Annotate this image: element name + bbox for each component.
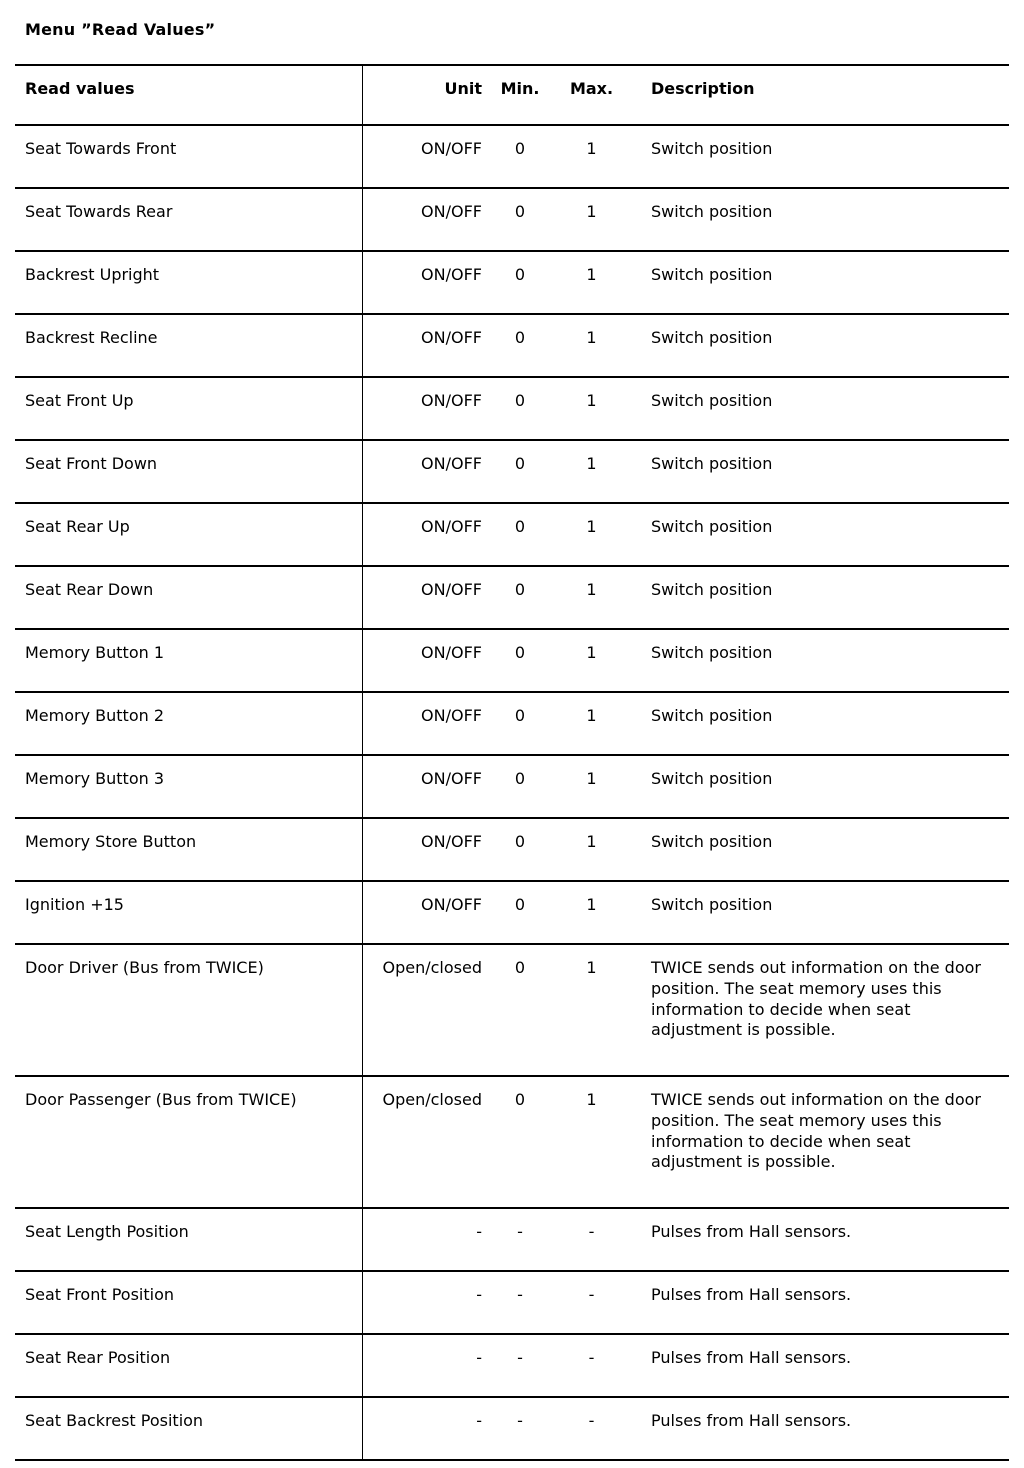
table-header xyxy=(15,65,1009,125)
row-name-cell: Seat Towards Front xyxy=(15,125,362,188)
row-unit-cell: ON/OFF xyxy=(421,202,482,221)
table-row xyxy=(15,188,1009,251)
row-min-cell: 0 xyxy=(514,643,526,662)
table-row xyxy=(15,629,1009,692)
row-unit-cell: ON/OFF xyxy=(421,832,482,851)
row-min-cell: 0 xyxy=(514,139,526,158)
row-min-cell: 0 xyxy=(514,832,526,851)
row-description-cell: TWICE sends out information on the door position. The seat memory uses this information to decide when seat adjustment is possible. xyxy=(651,958,981,1040)
row-max-cell: 1 xyxy=(586,139,597,158)
row-min-cell: 0 xyxy=(514,454,526,473)
row-min-cell: 0 xyxy=(514,202,526,221)
table-row xyxy=(15,881,1009,944)
row-name-cell: Memory Store Button xyxy=(15,818,362,881)
row-unit-cell: - xyxy=(476,1222,482,1241)
table-row xyxy=(15,125,1009,188)
row-unit-cell: ON/OFF xyxy=(421,265,482,284)
page-title: Menu ”Read Values” xyxy=(25,20,216,39)
row-name-cell: Seat Rear Up xyxy=(15,503,362,566)
row-name-cell: Seat Front Down xyxy=(15,440,362,503)
row-unit-cell: - xyxy=(476,1285,482,1304)
row-description-cell: Switch position xyxy=(651,328,773,347)
row-max-cell: 1 xyxy=(586,265,597,284)
header-row xyxy=(15,65,1009,125)
row-description-cell: Switch position xyxy=(651,769,773,788)
row-unit-cell: - xyxy=(476,1348,482,1367)
row-description-cell: Switch position xyxy=(651,139,773,158)
row-description-cell: Switch position xyxy=(651,202,773,221)
table-row xyxy=(15,251,1009,314)
row-unit-cell: ON/OFF xyxy=(421,454,482,473)
row-unit-cell: ON/OFF xyxy=(421,769,482,788)
header-max: Max. xyxy=(569,79,614,98)
row-max-cell: 1 xyxy=(586,706,597,725)
row-max-cell: - xyxy=(588,1348,595,1367)
row-name-cell: Backrest Upright xyxy=(15,251,362,314)
row-description-cell: Switch position xyxy=(651,580,773,599)
table-row xyxy=(15,440,1009,503)
row-name-cell: Ignition +15 xyxy=(15,881,362,944)
table-row xyxy=(15,314,1009,377)
table-row xyxy=(15,1271,1009,1334)
row-max-cell: 1 xyxy=(586,454,597,473)
row-max-cell: 1 xyxy=(586,832,597,851)
row-min-cell: 0 xyxy=(514,958,526,977)
row-name-cell: Memory Button 2 xyxy=(15,692,362,755)
table-row xyxy=(15,1076,1009,1208)
row-min-cell: - xyxy=(517,1285,523,1304)
row-min-cell: 0 xyxy=(514,328,526,347)
row-name-cell: Seat Rear Position xyxy=(15,1334,362,1397)
row-unit-cell: ON/OFF xyxy=(421,895,482,914)
row-unit-cell: - xyxy=(476,1411,482,1430)
row-name-cell: Seat Rear Down xyxy=(15,566,362,629)
row-description-cell: Switch position xyxy=(651,265,773,284)
row-max-cell: 1 xyxy=(586,769,597,788)
row-name-cell: Seat Length Position xyxy=(15,1208,362,1271)
row-max-cell: 1 xyxy=(586,202,597,221)
row-min-cell: 0 xyxy=(514,517,526,536)
row-unit-cell: ON/OFF xyxy=(421,328,482,347)
row-description-cell: Pulses from Hall sensors. xyxy=(651,1411,852,1430)
table-row xyxy=(15,1397,1009,1460)
row-max-cell: 1 xyxy=(586,1090,597,1109)
row-name-cell: Door Driver (Bus from TWICE) xyxy=(15,944,362,1076)
row-unit-cell: ON/OFF xyxy=(421,580,482,599)
row-max-cell: 1 xyxy=(586,895,597,914)
row-unit-cell: ON/OFF xyxy=(421,391,482,410)
row-unit-cell: ON/OFF xyxy=(421,643,482,662)
header-unit: Unit xyxy=(444,79,482,98)
row-min-cell: - xyxy=(517,1411,523,1430)
row-description-cell: Switch position xyxy=(651,517,773,536)
row-unit-cell: Open/closed xyxy=(382,1090,482,1109)
row-min-cell: - xyxy=(517,1222,523,1241)
row-max-cell: 1 xyxy=(586,391,597,410)
row-name-cell: Seat Front Up xyxy=(15,377,362,440)
row-unit-cell: ON/OFF xyxy=(421,517,482,536)
row-min-cell: 0 xyxy=(514,769,526,788)
row-max-cell: - xyxy=(588,1222,595,1241)
row-max-cell: 1 xyxy=(586,643,597,662)
row-max-cell: - xyxy=(588,1285,595,1304)
row-name-cell: Memory Button 3 xyxy=(15,755,362,818)
row-description-cell: Switch position xyxy=(651,643,773,662)
row-max-cell: 1 xyxy=(586,517,597,536)
row-min-cell: 0 xyxy=(514,1090,526,1109)
table-body xyxy=(15,125,1009,1460)
row-name-cell: Backrest Recline xyxy=(15,314,362,377)
row-description-cell: Switch position xyxy=(651,832,773,851)
row-description-cell: Pulses from Hall sensors. xyxy=(651,1222,852,1241)
table-row xyxy=(15,944,1009,1076)
row-description-cell: Switch position xyxy=(651,454,773,473)
row-unit-cell: ON/OFF xyxy=(421,706,482,725)
row-description-cell: Pulses from Hall sensors. xyxy=(651,1348,852,1367)
row-name-cell: Seat Towards Rear xyxy=(15,188,362,251)
row-description-cell: Switch position xyxy=(651,391,773,410)
row-min-cell: 0 xyxy=(514,265,526,284)
header-min: Min. xyxy=(500,79,540,98)
row-min-cell: - xyxy=(517,1348,523,1367)
table-row xyxy=(15,566,1009,629)
row-name-cell: Door Passenger (Bus from TWICE) xyxy=(15,1076,362,1208)
header-read-values: Read values xyxy=(15,65,362,125)
row-max-cell: 1 xyxy=(586,328,597,347)
row-unit-cell: ON/OFF xyxy=(421,139,482,158)
table-row xyxy=(15,1208,1009,1271)
table-row xyxy=(15,692,1009,755)
row-unit-cell: Open/closed xyxy=(382,958,482,977)
row-min-cell: 0 xyxy=(514,895,526,914)
row-name-cell: Seat Backrest Position xyxy=(15,1397,362,1460)
row-name-cell: Seat Front Position xyxy=(15,1271,362,1334)
row-min-cell: 0 xyxy=(514,391,526,410)
read-values-table xyxy=(15,64,1009,1461)
row-max-cell: 1 xyxy=(586,958,597,977)
table-row xyxy=(15,503,1009,566)
row-name-cell: Memory Button 1 xyxy=(15,629,362,692)
row-max-cell: 1 xyxy=(586,580,597,599)
header-description: Description xyxy=(651,79,755,98)
row-max-cell: - xyxy=(588,1411,595,1430)
table-row xyxy=(15,755,1009,818)
row-description-cell: Switch position xyxy=(651,895,773,914)
row-min-cell: 0 xyxy=(514,706,526,725)
row-description-cell: TWICE sends out information on the door position. The seat memory uses this information to decide when seat adjustment is possible. xyxy=(651,1090,981,1172)
row-description-cell: Switch position xyxy=(651,706,773,725)
table-row xyxy=(15,1334,1009,1397)
table-row xyxy=(15,377,1009,440)
table-row xyxy=(15,818,1009,881)
row-min-cell: 0 xyxy=(514,580,526,599)
row-description-cell: Pulses from Hall sensors. xyxy=(651,1285,852,1304)
